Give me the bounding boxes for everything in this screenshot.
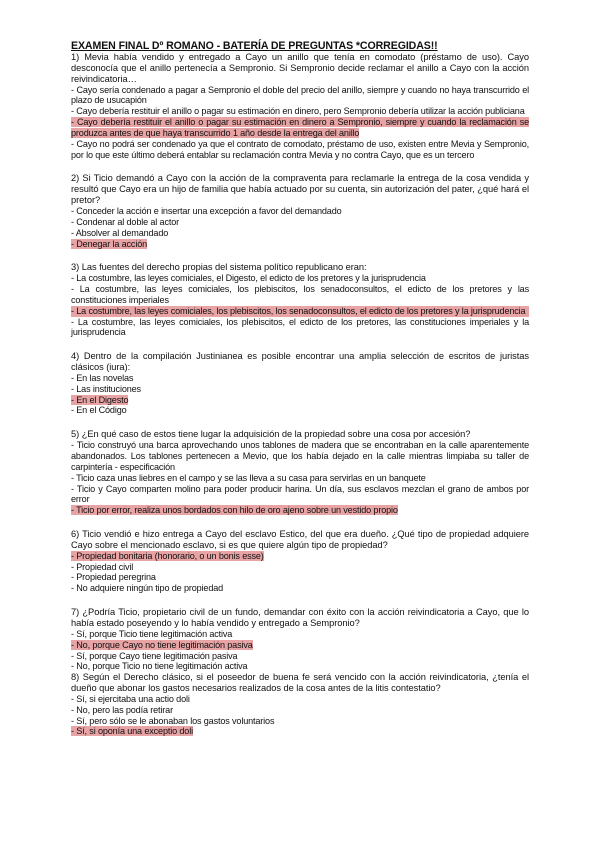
answer-option: - Sí, porque Ticio tiene legitimación activa <box>71 628 233 639</box>
answer-option: - Cayo debería restituir el anillo o pagar su estimación en dinero, pero Sempronio debería utilizar la acción publiciana <box>71 106 525 117</box>
question-8 <box>71 672 529 737</box>
correct-answer-highlight: - No, porque Cayo no tiene legitimación pasiva <box>71 639 253 650</box>
correct-answer-highlight: - Denegar la acción <box>71 238 148 249</box>
answer-option: - No adquiere ningún tipo de propiedad <box>71 583 224 594</box>
answer-option: - En el Código <box>71 405 127 416</box>
answer-option: - Sí, porque Cayo tiene legitimación pasiva <box>71 650 238 661</box>
answer-option-correct: - La costumbre, las leyes comiciales, los plebiscitos, los senadoconsultos, el edicto de los pretores y la jurisprudencia <box>71 306 529 317</box>
answer-option: - La costumbre, las leyes comiciales, los plebiscitos, el edicto de los pretores, las constituciones imperiales y la jurisprudencia <box>71 316 529 338</box>
answer-option: - Absolver al demandado <box>71 227 169 238</box>
answer-option: - La costumbre, las leyes comiciales, el Digesto, el edicto de los pretores y la jurisprudencia <box>71 273 426 284</box>
answer-option-correct <box>71 117 529 139</box>
question-text: 2) Si Ticio demandó a Cayo con la acción de la compraventa para reclamarle la entrega de la cosa vendida y resultó que Cayo era un hijo de familia que había actuado por su cuenta, sin autorización del pater, ¿qué hará el pretor? <box>71 173 529 206</box>
answer-option-correct <box>71 395 529 406</box>
question-text: 4) Dentro de la compilación Justinianea es posible encontrar una amplia selección de escritos de juristas clásicos (iura): <box>71 351 529 373</box>
answer-option: - Propiedad peregrina <box>71 572 156 583</box>
question-text: 3) Las fuentes del derecho propias del sistema político republicano eran: <box>71 262 367 273</box>
answer-option: - Ticio y Cayo comparten molino para poder producir harina. Un día, sus esclavos mezclan el grano de ambos por error <box>71 483 529 505</box>
correct-answer-highlight: - En el Digesto <box>71 394 129 405</box>
answer-option: - Sí, pero sólo se le abonaban los gastos voluntarios <box>71 715 275 726</box>
answer-option: - La costumbre, las leyes comiciales, los plebiscitos, los senadoconsultos, el edicto de los pretores y las constituciones imperiales <box>71 284 529 305</box>
answer-option: - Cayo sería condenado a pagar a Sempronio el doble del precio del anillo, siempre y cuando no haya transcurrido el plazo de usucapión <box>71 84 529 106</box>
answer-option-correct <box>71 505 529 516</box>
question-2 <box>71 173 529 249</box>
question-1 <box>71 52 529 160</box>
answer-option-correct <box>71 726 529 737</box>
answer-option: - No, pero las podía retirar <box>71 704 173 715</box>
answer-option-correct <box>71 551 529 562</box>
question-3 <box>71 262 529 338</box>
question-4 <box>71 351 529 416</box>
answer-option: - Ticio caza unas liebres en el campo y se las lleva a su casa para servirlas en un banquete <box>71 472 426 483</box>
answer-option: - Condenar al doble al actor <box>71 216 180 227</box>
answer-option: - Cayo no podrá ser condenado ya que el contrato de comodato, préstamo de uso, existen entre Mevia y Sempronio, por lo que este último deberá entablar su reclamación contra Mevia y no contra Cayo, que es un tercero <box>71 138 529 160</box>
question-text: 6) Ticio vendió e hizo entrega a Cayo del esclavo Estico, del que era dueño. ¿Qué tipo de propiedad adquiere Cayo sobre el mencionado esclavo, si es que quiere algún tipo de propiedad? <box>71 529 529 550</box>
answer-option: - Propiedad civil <box>71 561 134 572</box>
question-7 <box>71 607 529 672</box>
answer-option: - En las novelas <box>71 372 134 383</box>
answer-option-correct <box>71 239 529 250</box>
answer-option: - Ticio construyó una barca aprovechando unos tablones de madera que se encontraban en la calle aparentemente abandonados. Los tablones pertenecen a Mevio, que los había dejado en la calle mientras limpiaba su taller de carpintería - especificación <box>71 440 529 472</box>
answer-option: - Las instituciones <box>71 383 141 394</box>
answer-option: - Conceder la acción e insertar una excepción a favor del demandado <box>71 205 342 216</box>
answer-option-correct <box>71 640 529 651</box>
correct-answer-highlight: - Ticio por error, realiza unos bordados con hilo de oro ajeno sobre un vestido propio <box>71 505 398 516</box>
question-text: 8) Según el Derecho clásico, si el poseedor de buena fe será vencido con la acción reivindicatoria, ¿tenía el dueño que abonar los gastos necesarios realizados de la cosa antes de la litis contestatio? <box>71 672 529 694</box>
document-title: EXAMEN FINAL Dº ROMANO - BATERÍA DE PREGUNTAS *CORREGIDAS!! <box>71 40 438 52</box>
correct-answer-highlight: - Sí, si oponía una exceptio doli <box>71 726 193 737</box>
correct-answer-highlight: - Cayo debería restituir el anillo o pagar su estimación en dinero a Sempronio, siempre y cuando la reclamación se produzca antes de que haya transcurrido 1 año desde la entrega del anillo <box>71 117 529 138</box>
question-text: 1) Mevia había vendido y entregado a Cayo un anillo que tenía en comodato (préstamo de uso). Cayo desconocía que el anillo pertenecía a Sempronio. Si Sempronio decide reclamar el anillo a Cayo con la acción reivindicatoria… <box>71 52 529 84</box>
answer-option: - Sí, si ejercitaba una actio doli <box>71 693 190 704</box>
question-text: 5) ¿En qué caso de estos tiene lugar la adquisición de la propiedad sobre una cosa por accesión? <box>71 429 471 440</box>
question-6 <box>71 529 529 594</box>
question-5 <box>71 429 529 516</box>
answer-option: - No, porque Ticio no tiene legitimación activa <box>71 661 248 672</box>
correct-answer-highlight: - Propiedad bonitaria (honorario, o un bonis esse) <box>71 550 264 561</box>
question-text: 7) ¿Podría Ticio, propietario civil de un fundo, demandar con éxito con la acción reivindicatoria a Cayo, que lo había estado poseyendo y lo había vendido y entregado a Sempronio? <box>71 607 529 628</box>
